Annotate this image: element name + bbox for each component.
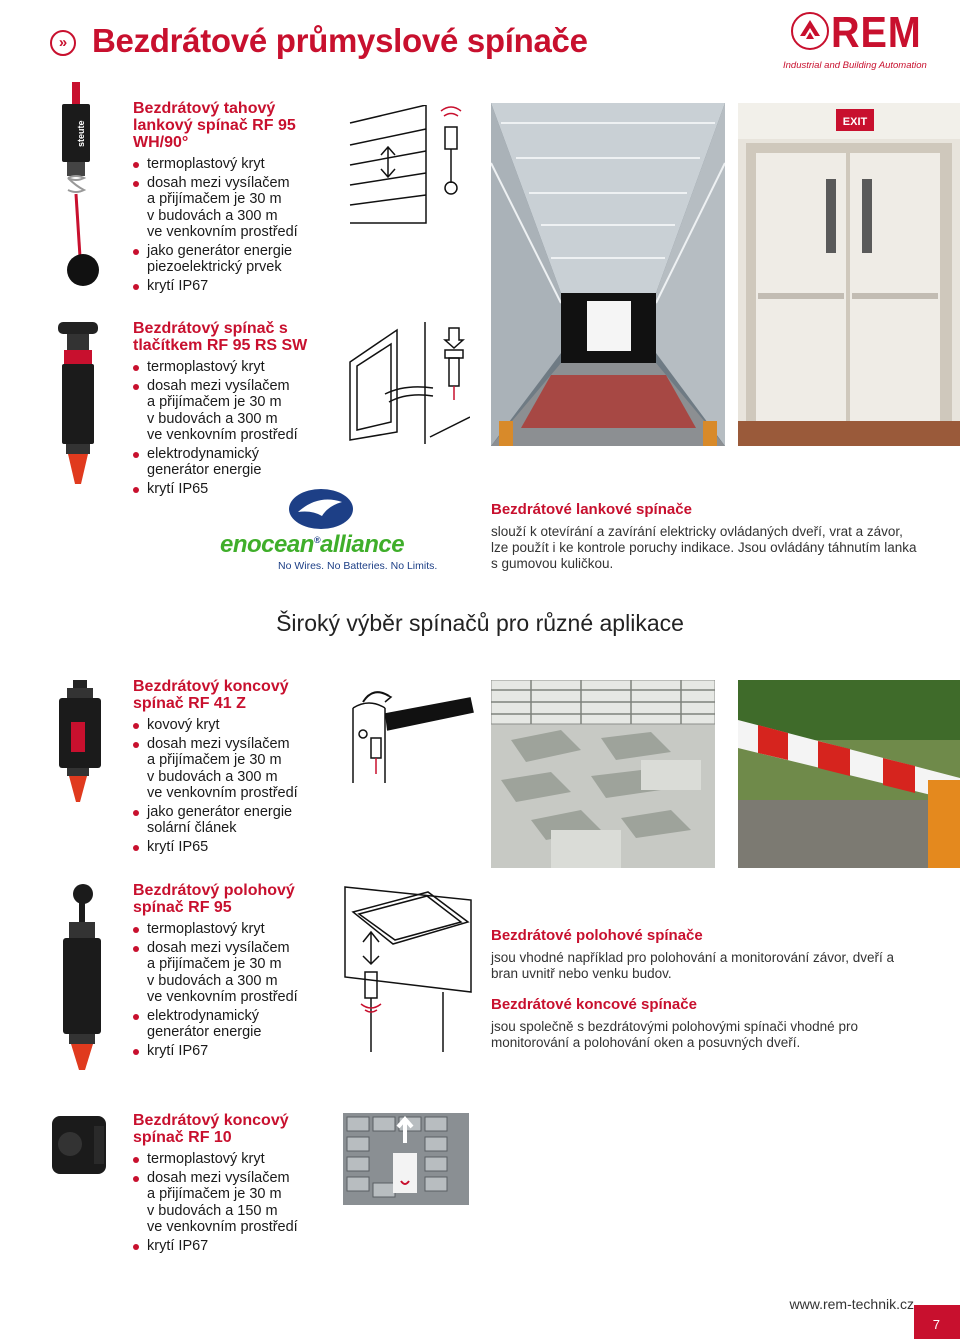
- feature-item: jako generátor energie piezoelektrický prvek: [133, 243, 333, 276]
- enocean-brand-part2: alliance: [320, 531, 405, 558]
- brand-name: REM: [831, 8, 922, 57]
- description-koncove: [491, 997, 921, 1051]
- product-image-rf95: [55, 882, 110, 1070]
- feature-item: dosah mezi vysílačem a přijímačem je 30 m v budovách a 300 m ve venkovním prostředí: [133, 378, 333, 444]
- feature-item: kovový kryt: [133, 717, 333, 734]
- product-rf95: [133, 882, 333, 1061]
- feature-item: dosah mezi vysílačem a přijímačem je 30 m v budovách a 150 m ve venkovním prostředí: [133, 1170, 333, 1236]
- brand-tagline: Industrial and Building Automation: [783, 60, 927, 71]
- product-title: Bezdrátový polohový spínač RF 95: [133, 882, 295, 916]
- description-title: Bezdrátové polohové spínače: [491, 927, 703, 944]
- product-title: Bezdrátový spínač s tlačítkem RF 95 RS SW: [133, 320, 308, 354]
- feature-item: elektrodynamický generátor energie: [133, 446, 333, 479]
- exit-sign-label: EXIT: [842, 116, 868, 128]
- footer-url[interactable]: www.rem-technik.cz: [789, 1296, 914, 1312]
- product-image-rf10: [48, 1112, 110, 1178]
- photo-barrier-gate: [738, 680, 960, 868]
- diagram-window-position-switch: [343, 882, 473, 1052]
- feature-item: dosah mezi vysílačem a přijímačem je 30 m v budovách a 300 m ve venkovním prostředí: [133, 175, 333, 241]
- photo-rooftop-windows: [491, 680, 715, 868]
- feature-item: termoplastový kryt: [133, 1151, 333, 1168]
- diagram-barrier-limit-switch: [345, 688, 475, 783]
- feature-item: elektrodynamický generátor energie: [133, 1008, 333, 1041]
- feature-item: krytí IP65: [133, 481, 333, 498]
- section-heading: Široký výběr spínačů pro různé aplikace: [276, 610, 684, 636]
- product-title: Bezdrátový tahový lankový spínač RF 95 WH/90°: [133, 100, 296, 151]
- rem-logo-mark-icon: [791, 12, 829, 50]
- feature-item: krytí IP67: [133, 1043, 333, 1060]
- photo-double-doors-exit: [738, 103, 960, 446]
- feature-item: dosah mezi vysílačem a přijímačem je 30 m v budovách a 300 m ve venkovním prostředí: [133, 736, 333, 802]
- product-title: Bezdrátový koncový spínač RF 10: [133, 1112, 289, 1146]
- description-polohove: [491, 928, 921, 982]
- feature-item: termoplastový kryt: [133, 156, 333, 173]
- diagram-pushbutton-door: [345, 322, 470, 444]
- description-text: jsou vhodné například pro polohování a monitorování závor, dveří a bran uvnitř nebo venku budov.: [491, 950, 895, 981]
- description-title: Bezdrátové lankové spínače: [491, 501, 692, 518]
- enocean-slogan: No Wires. No Batteries. No Limits.: [278, 560, 438, 572]
- rem-logo: [783, 8, 927, 74]
- feature-item: jako generátor energie solární článek: [133, 804, 333, 837]
- double-chevron-icon: »: [50, 30, 76, 56]
- description-title: Bezdrátové koncové spínače: [491, 996, 697, 1013]
- product-title: Bezdrátový koncový spínač RF 41 Z: [133, 678, 289, 712]
- feature-item: termoplastový kryt: [133, 921, 333, 938]
- product-image-rf95-rs-sw: [55, 322, 105, 487]
- feature-item: termoplastový kryt: [133, 359, 333, 376]
- product-rf41z: [133, 678, 333, 857]
- diagram-pull-wire-door: [348, 105, 468, 225]
- dolphin-icon: [288, 488, 354, 530]
- description-text: slouží k otevírání a zavírání elektricky ovládaných dveří, vrat a závor, lze použít i ke kontrole poruchy indikace. Jsou ovládány táhnutím lanka s gumovou kuličkou.: [491, 524, 917, 571]
- product-image-rf95-wh90: [55, 82, 105, 287]
- description-text: jsou společně s bezdrátovými polohovými spínači vhodné pro monitorování a polohování oken a posuvných dveří.: [491, 1019, 858, 1050]
- description-lankove: [491, 502, 921, 572]
- product-image-rf41z: [55, 680, 105, 805]
- product-rf95-rs-sw: [133, 320, 333, 499]
- feature-item: krytí IP65: [133, 839, 333, 856]
- page-number: 7: [914, 1305, 960, 1339]
- enocean-alliance-logo: [220, 488, 438, 573]
- page-title: Bezdrátové průmyslové spínače: [92, 22, 588, 59]
- product-rf95-wh90: [133, 100, 333, 296]
- feature-item: krytí IP67: [133, 1238, 333, 1255]
- diagram-grate-switch: [343, 1113, 469, 1205]
- feature-item: krytí IP67: [133, 278, 333, 295]
- registered-mark: ®: [313, 535, 321, 545]
- enocean-brand-part1: enocean: [220, 531, 314, 558]
- feature-item: dosah mezi vysílačem a přijímačem je 30 m v budovách a 300 m ve venkovním prostředí: [133, 940, 333, 1006]
- product-rf10: [133, 1112, 333, 1256]
- photo-dock-tunnel: [491, 103, 725, 446]
- device-brand-label: steute: [76, 120, 86, 147]
